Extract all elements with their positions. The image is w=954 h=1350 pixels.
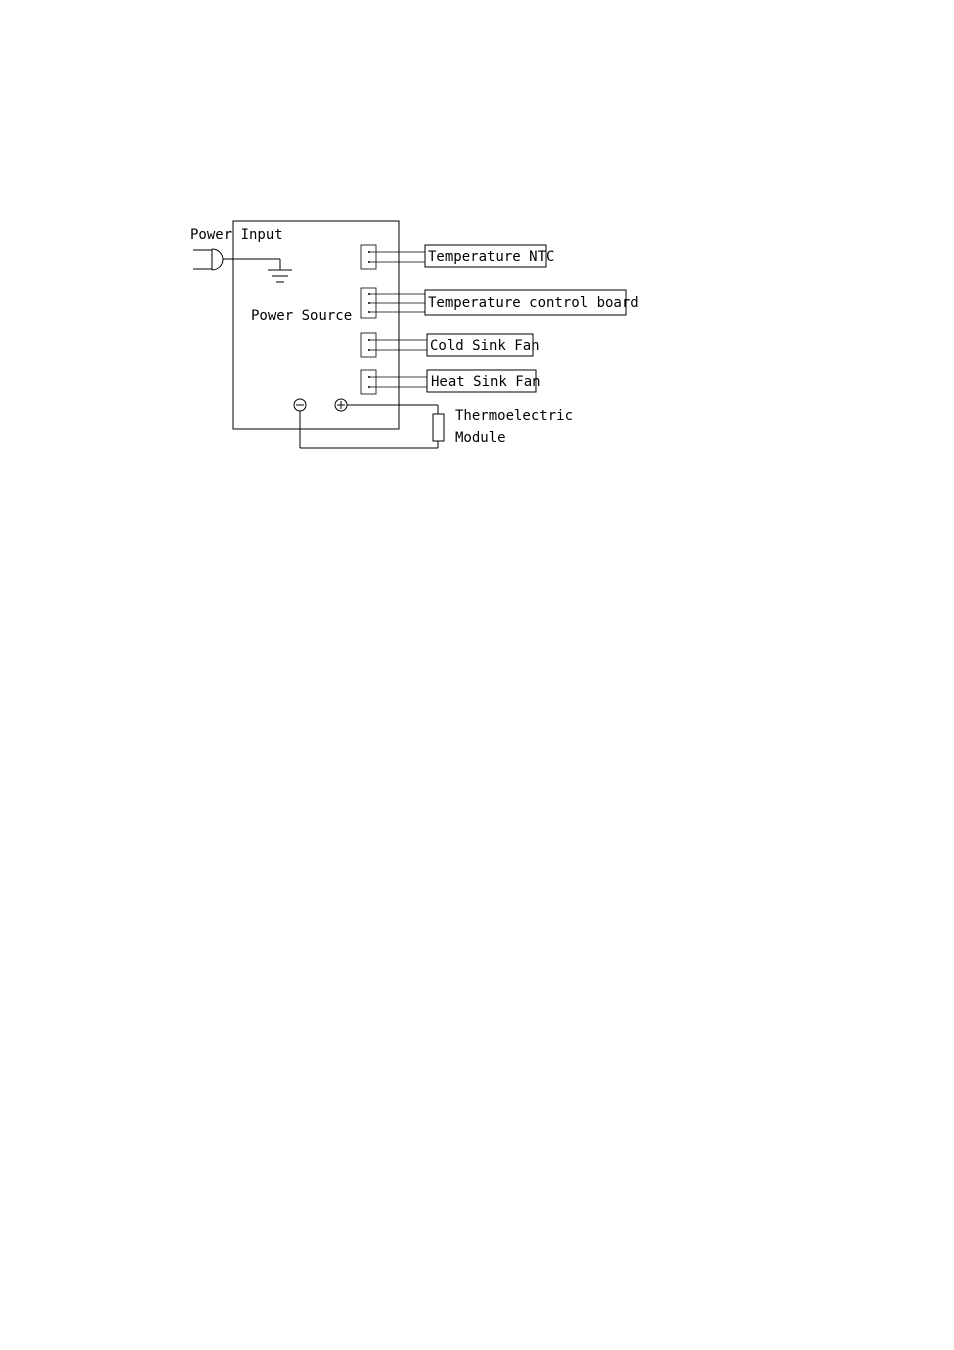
power-source-label: Power Source	[251, 308, 353, 324]
connector-temperature-ntc	[361, 245, 554, 269]
module-wiring	[300, 405, 438, 448]
ground-icon	[268, 259, 292, 282]
module-label-line1: Thermoelectric	[455, 408, 574, 424]
connector-temperature-control-board	[361, 288, 639, 318]
power-plug-icon	[193, 249, 280, 270]
power-input-label: Power Input	[190, 227, 283, 243]
module-label-line2: Module	[455, 430, 506, 446]
connector-cold-sink-fan	[361, 333, 540, 357]
connector-heat-sink-fan	[361, 370, 541, 394]
connector-label: Temperature control board	[428, 295, 639, 311]
negative-terminal-icon	[294, 399, 306, 411]
thermoelectric-module-icon	[433, 414, 444, 441]
positive-terminal-icon	[335, 399, 347, 411]
connector-label: Cold Sink Fan	[430, 338, 540, 354]
connector-label: Temperature NTC	[428, 249, 555, 265]
connector-label: Heat Sink Fan	[431, 374, 541, 390]
